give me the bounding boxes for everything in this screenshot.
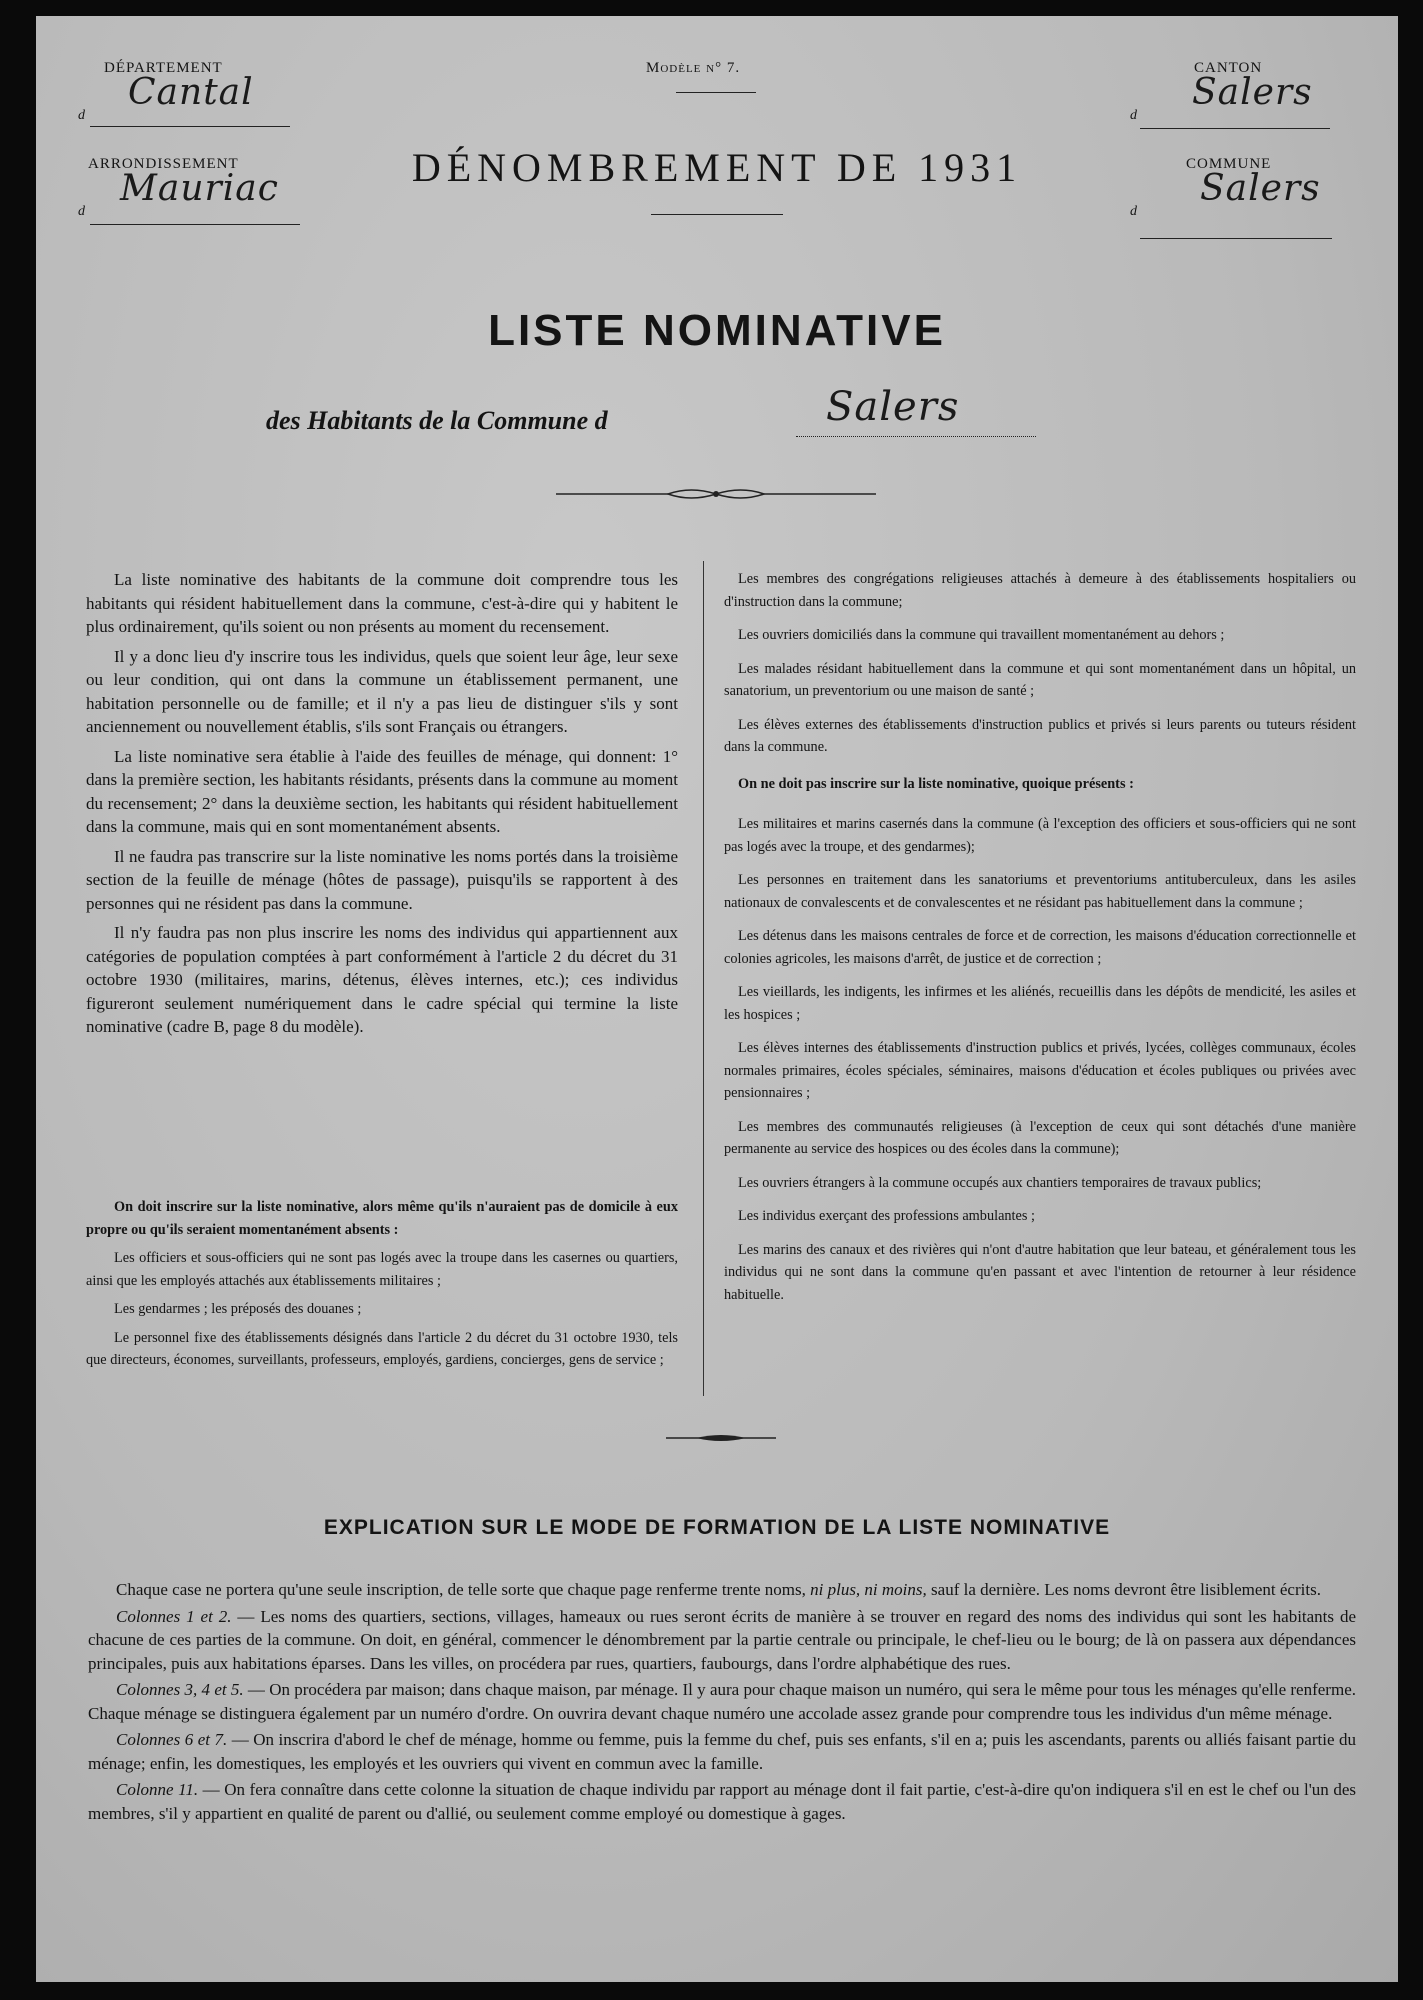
arrondissement-underline [90,224,300,225]
commune-underline [1140,238,1332,239]
left-lower-list [86,1196,678,1378]
modele-number: Modèle n° 7. [646,60,741,76]
canton-value: Salers [1192,72,1313,113]
right-item: Les personnes en traitement dans les sanatoriums et preventoriums antituberculeux, dans les asiles nationaux de convalescents et de convalescentes et ne résidant pas habituellement dans la commune ; [724,872,1356,911]
list-title: LISTE NOMINATIVE [488,306,946,355]
right-item: Les membres des communautés religieuses (à l'exception de ceux qui sont détachés d'une manière permanente au service des hospices ou des écoles dans la commune); [724,1118,1356,1157]
commune-prefix: d [1130,204,1137,219]
explanation-section: Colonne 11. — On fera connaître dans cette colonne la situation de chaque individu par rapport au ménage dont il fait partie, c'est-à-dire qu'on indiquera s'il en est le chef ou l'un des membres, s'il y appartient en qualité de parent ou d'allié, ou seulement comme employé ou domestique à gages. [88,1780,1356,1823]
right-item: Les marins des canaux et des rivières qui n'ont d'autre habitation que leur bateau, et généralement tous les individus qui ne sont dans la commune qu'en passant et avec l'intention de retourner à leur résidence habituelle. [724,1241,1356,1303]
canton-prefix: d [1130,108,1137,123]
main-title: DÉNOMBREMENT DE 1931 [411,145,1023,190]
left-lower-item: Les gendarmes ; les préposés des douanes ; [114,1301,362,1317]
left-paragraph: Il n'y faudra pas non plus inscrire les noms des individus qui appartiennent aux catégories de population comptées à part conformément à l'article 2 du décret du 31 octobre 1930 (militaires, marins, détenus, élèves internes, etc.); ces individus figureront seulement numériquement dans le cadre spécial qui termine la liste nominative (cadre B, page 8 du modèle). [86,923,678,1036]
right-item: Les élèves externes des établissements d'instruction publics et privés si leurs parents ou tuteurs résident dans la commune. [724,716,1356,755]
explanation-section: Colonnes 6 et 7. — On inscrira d'abord le chef de ménage, homme ou femme, puis la femme du chef, puis ses enfants, s'il en a; puis les ascendants, parents ou alliés faisant partie du ménage; enfin, les domestiques, les employés et les ouvriers qui vivent en commun avec la famille. [88,1730,1356,1773]
explanation-intro: Chaque case ne portera qu'une seule inscription, de telle sorte que chaque page renferme trente noms, ni plus, ni moins, sauf la dernière. Les noms devront être lisiblement écrits. [116,1580,1321,1599]
column-divider [703,561,704,1396]
left-paragraph: La liste nominative des habitants de la commune doit comprendre tous les habitants qui résident habituellement dans la commune, c'est-à-dire qui y habitent le plus ordinairement, qu'ils soient ou non présents au moment du recensement. [86,570,678,636]
right-column [724,568,1356,1317]
arrondissement-value: Mauriac [120,168,279,209]
commune-value: Salers [1200,168,1321,209]
left-paragraph: Il ne faudra pas transcrire sur la liste nominative les noms portés dans la troisième section de la feuille de ménage (hôtes de passage), puisqu'ils se rapportent à des personnes qui ne résident pas dans la commune. [86,846,678,913]
right-item: Les vieillards, les indigents, les infirmes et les aliénés, recueillis dans les dépôts de mendicité, les asiles et les hospices ; [724,984,1356,1023]
left-lower-lead: On doit inscrire sur la liste nominative, alors même qu'ils n'auraient pas de domicile à eux propre ou qu'ils seraient momentanément absents : [86,1199,678,1238]
small-ornament-icon [666,1432,776,1444]
main-title-underline [651,214,783,215]
canton-label: CANTON [1194,60,1263,76]
departement-value: Cantal [128,72,254,113]
left-paragraph: Il y a donc lieu d'y inscrire tous les individus, quels que soient leur âge, leur sexe ou leur condition, qui ont dans la commune un établissement permanent, une habitation personnelle ou de famille; et il n'y a pas lieu de distinguer s'ils y sont anciennement ou nouvellement établis, s'ils sont Français ou étrangers. [86,646,678,736]
right-item: Les militaires et marins casernés dans la commune (à l'exception des officiers et sous-officiers qui ne sont pas logés avec la troupe, et des gendarmes); [724,816,1356,855]
right-item: Les malades résidant habituellement dans la commune et qui sont momentanément dans un hôpital, un sanatorium, un preventorium ou une maison de santé ; [724,660,1356,699]
explanation-section: Colonnes 3, 4 et 5. — On procédera par maison; dans chaque maison, par ménage. Il y aura pour chaque maison un numéro, qui sera le même pour tous les ménages qu'elle renferme. Chaque ménage se distinguera également par un numéro d'ordre. On ouvrira devant chaque numéro une accolade assez grande pour comprendre tous les individus d'un même ménage. [88,1680,1356,1723]
modele-underline [676,92,756,93]
departement-underline [90,126,290,127]
right-item: Les individus exerçant des professions ambulantes ; [738,1208,1035,1224]
explanation-section: Colonnes 1 et 2. — Les noms des quartiers, sections, villages, hameaux ou rues seront écrits de manière à se trouver en regard des noms des individus qui sont les habitants de chacune de ces parties de la commune. On doit, en général, commencer le dénombrement par la partie centrale ou principale, le chef-lieu ou le bourg; de là on passera aux dépendances principales, puis aux habitations éparses. Dans les villes, on procédera par rues, quartiers, faubourgs, dans l'ordre alphabétique des rues. [88,1606,1356,1673]
right-item: Les membres des congrégations religieuses attachés à demeure à des établissements hospitaliers ou d'instruction dans la commune; [724,571,1356,610]
subtitle-underline [796,436,1036,437]
census-form-page [36,16,1398,1982]
left-lower-item: Les officiers et sous-officiers qui ne sont pas logés avec la troupe dans les casernes ou quartiers, ainsi que les employés attachés aux établissements militaires ; [86,1250,678,1289]
subtitle: des Habitants de la Commune d [266,406,608,435]
ornament-divider-icon [556,486,876,502]
left-paragraph: La liste nominative sera établie à l'aide des feuilles de ménage, qui donnent: 1° dans la première section, les habitants résidants, présents dans la commune au moment du recensement; 2° dans la deuxième section, les habitants qui résident habituellement dans la commune, mais qui en sont momentanément absents. [86,746,678,836]
departement-label: DÉPARTEMENT [104,60,223,76]
explanation-title: EXPLICATION SUR LE MODE DE FORMATION DE LA LISTE NOMINATIVE [323,1516,1111,1539]
arrondissement-prefix: d [78,204,85,219]
right-item: Les ouvriers étrangers à la commune occupés aux chantiers temporaires de travaux publics; [738,1174,1262,1191]
right-item: Les élèves internes des établissements d'instruction publics et privés, lycées, collèges communaux, écoles normales primaires, écoles spéciales, séminaires, maisons d'éducation et écoles publiques ou privées avec pensionnaires ; [724,1040,1356,1101]
departement-prefix: d [78,108,85,123]
commune-label: COMMUNE [1186,156,1272,172]
arrondissement-label: ARRONDISSEMENT [88,156,239,172]
canton-underline [1140,128,1330,129]
left-lower-item: Le personnel fixe des établissements désignés dans l'article 2 du décret du 31 octobre 1930, tels que directeurs, économes, surveillants, professeurs, employés, gardiens, concierges, gens de service ; [86,1329,678,1368]
right-item: Les détenus dans les maisons centrales de force et de correction, les maisons d'éducation correctionnelle et colonies agricoles, les maisons d'arrêt, de justice et de correction ; [724,928,1356,967]
right-lead: On ne doit pas inscrire sur la liste nominative, quoique présents : [738,775,1134,792]
explanation-body [88,1578,1356,1828]
left-column [86,568,678,1045]
subtitle-commune-value: Salers [826,384,960,430]
right-item: Les ouvriers domiciliés dans la commune qui travaillent momentanément au dehors ; [738,627,1225,643]
